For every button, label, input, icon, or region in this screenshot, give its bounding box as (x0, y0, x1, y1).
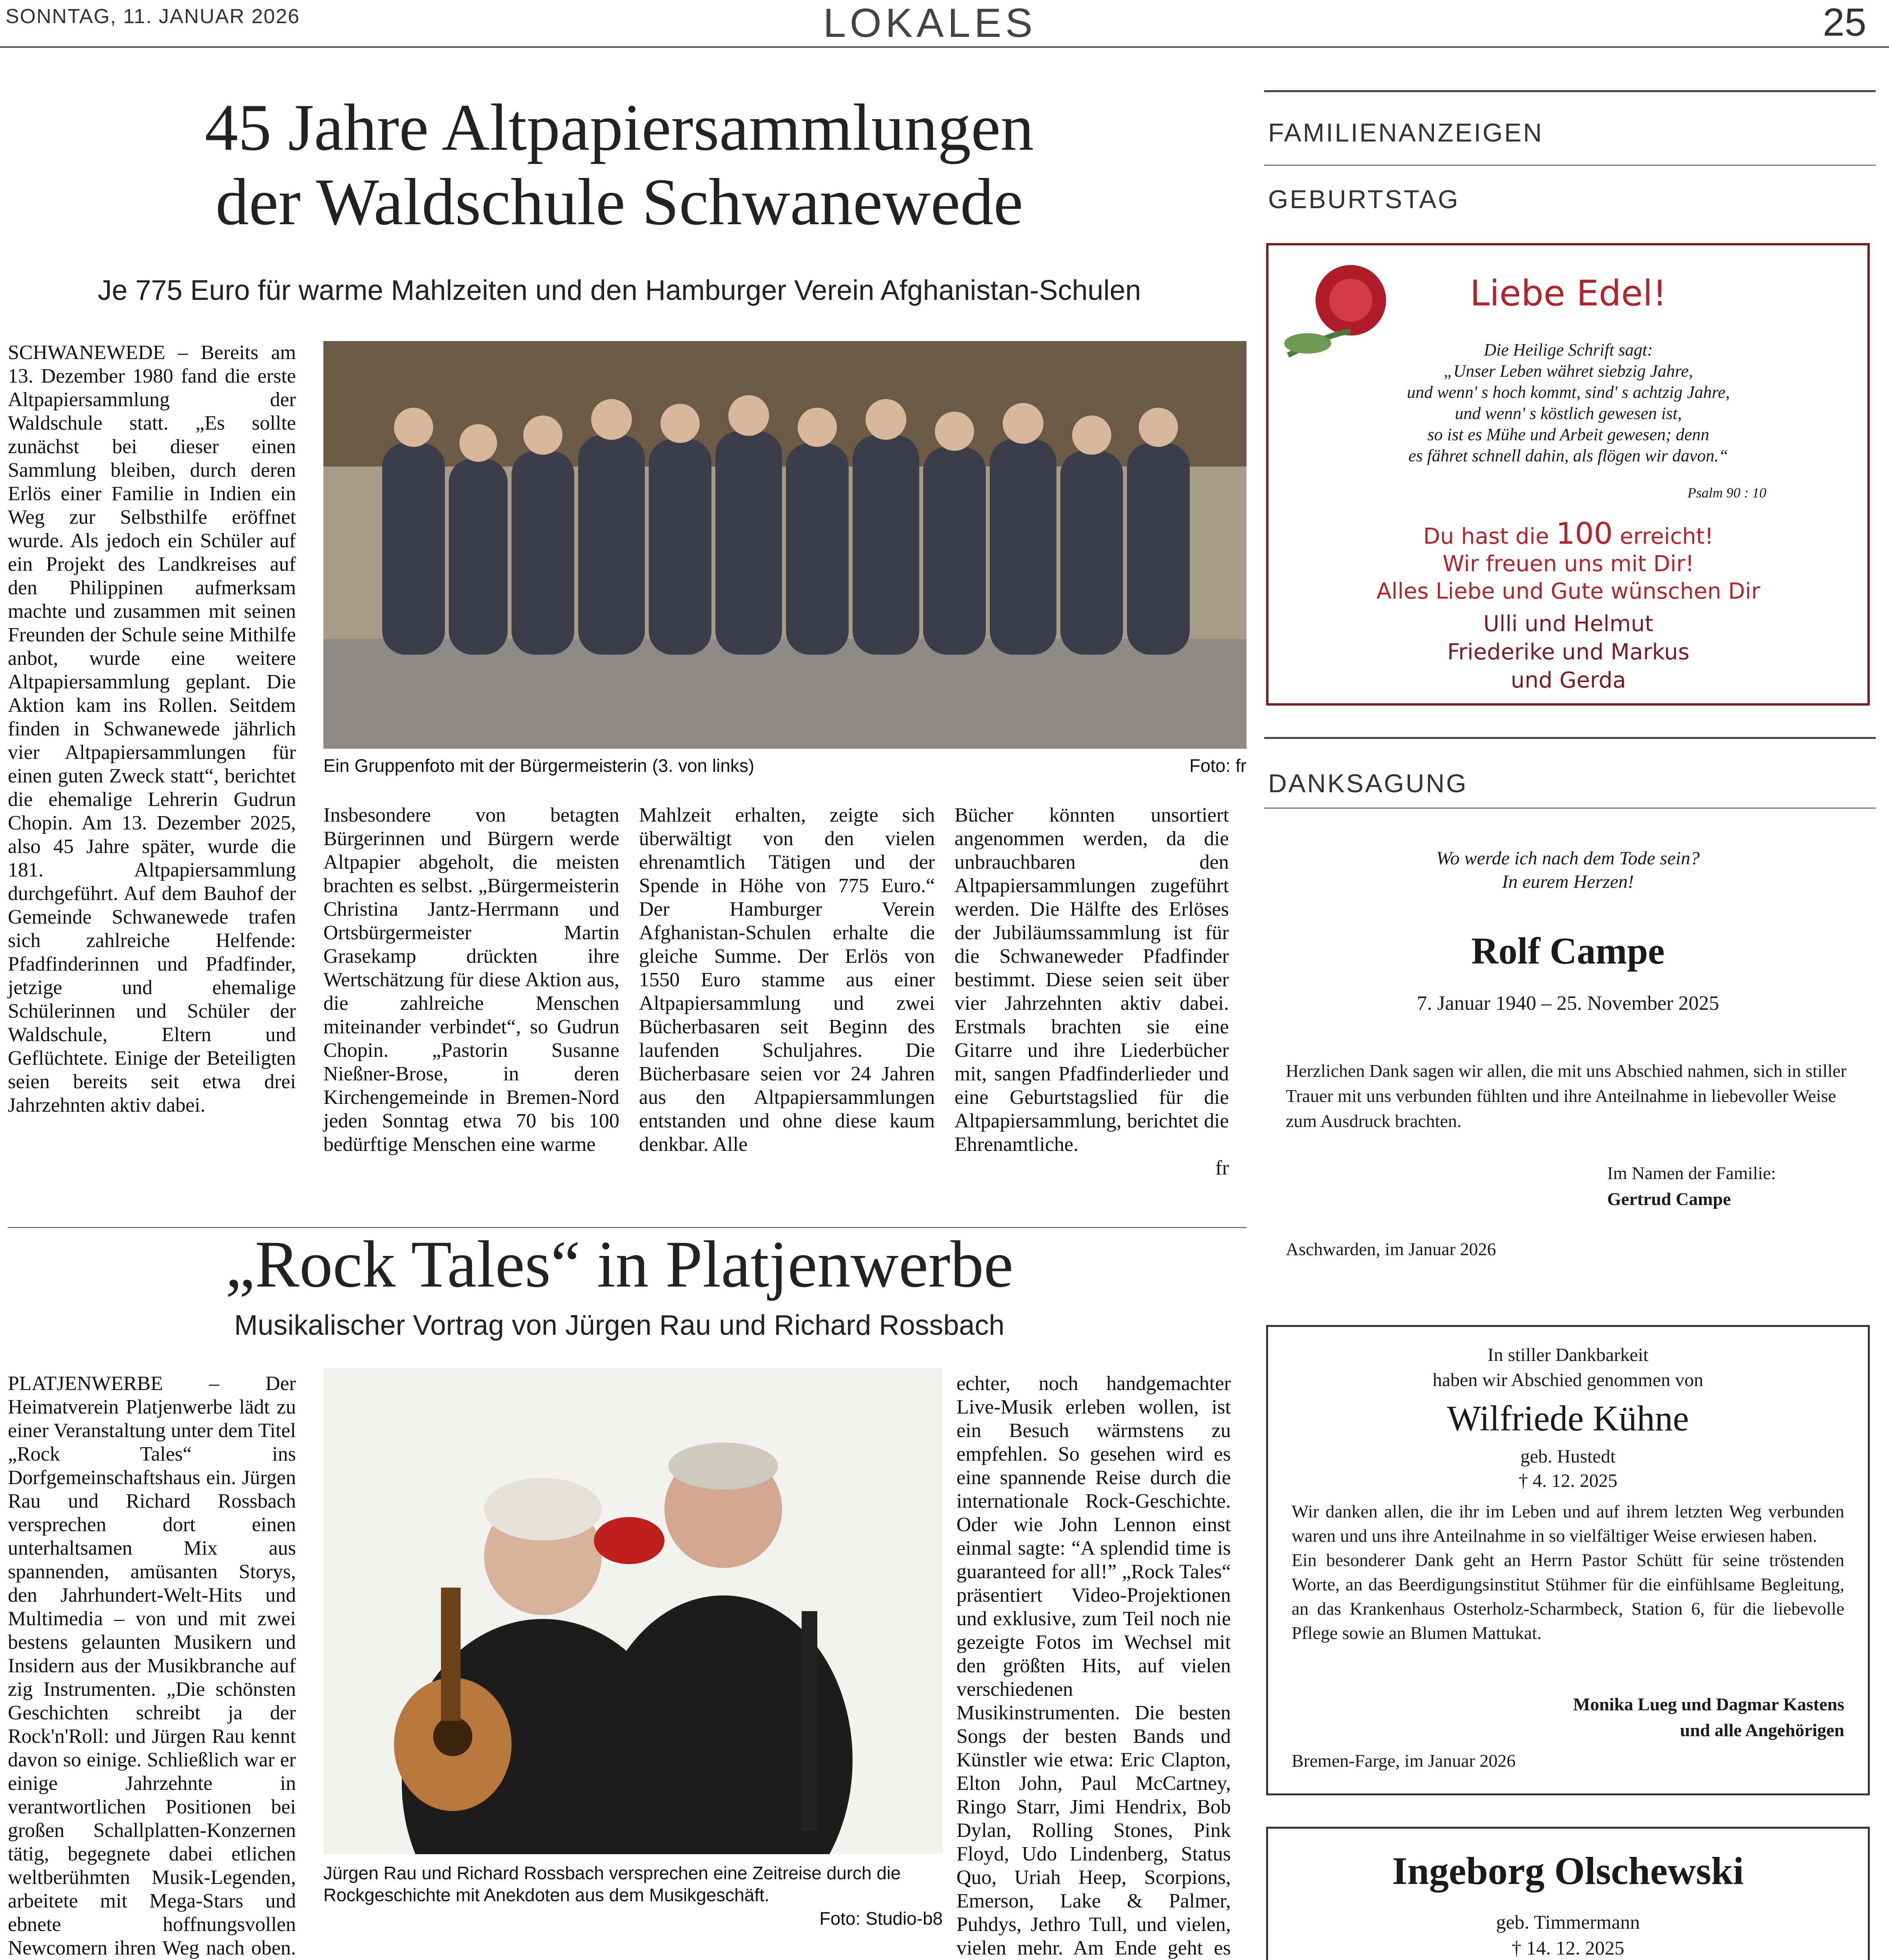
born-line: geb. Timmermann (1496, 1911, 1640, 1933)
article2-col1: PLATJENWERBE – Der Heimatverein Platjenwerbe lädt zu einer Veranstaltung unter dem Titel „Rock Tales“ ins Dorfgemeinschaftshaus ein. Jürgen Rau und Richard Rossbach versprechen dort einen unterhaltsamen Mix aus spannenden, amüsanten Storys, den Jahrhundert-Welt-Hits und Multimedia – von und mit zwei bestens gelaunten Musikern und Insidern aus der Musikbranche auf zig Instrumenten. „Die schönsten Geschichten schreibt ja der Rock'n'Roll: und Jürgen Rau kennt davon so einige. Schließlich war er einige Jahrzehnte in verantwortlichen Positionen bei großen Schallplatten-Konzernen tätig, begegnete dabei etlichen weltberühmten Musik-Legenden, arbeitete mit Mega-Stars und ebnete hoffnungsvollen Newcomern ihren Weg nach oben. (8, 1372, 296, 1959)
psalm-line: „Unser Leben währet siebzig Jahre, (1444, 361, 1693, 381)
birthday-age: 100 (1556, 516, 1613, 551)
article1-title-line1: 45 Jahre Altpapiersammlungen (205, 91, 1034, 164)
notice-wilfriede-kuehne (1266, 1325, 1870, 1795)
birthday-greeting (1268, 516, 1868, 605)
greeting-line3: Alles Liebe und Gute wünschen Dir (1376, 579, 1760, 604)
article1-author: fr (1215, 1157, 1229, 1179)
sign-line1: Monika Lueg und Dagmar Kastens (1573, 1694, 1844, 1714)
signature-line: und Gerda (1510, 668, 1626, 693)
article2-subtitle: Musikalischer Vortrag von Jürgen Rau und Richard Rossbach (234, 1310, 1005, 1341)
psalm-line: und wenn' s hoch kommt, sind' s achtzig Jahre, (1407, 383, 1730, 402)
notice1-sign (1607, 1160, 1858, 1212)
group-photo (323, 341, 1247, 749)
birthday-label: GEBURTSTAG (1268, 185, 1460, 214)
notice2-text (1292, 1499, 1844, 1645)
notice2-intro (1268, 1343, 1868, 1393)
psalm-line: und wenn' s köstlich gewesen ist, (1455, 404, 1682, 423)
thanks-rule2 (1264, 808, 1876, 809)
article1-col3: Mahlzeit erhalten, zeigte sich überwältigt von den vielen ehrenamtlich Tätigen und der Spende in Höhe von 775 Euro.“ Der Hamburger Verein Afghanistan-Schulen erhalte die gleiche Summe. Der Erlös von 1550 Euro stamme aus einer Altpapiersammlung und zwei Bücherbasaren seit Beginn des laufenden Schuljahres. Die Bücherbasare seien vor 24 Jahren aus den Altpapiersammlungen entstanden und ohne diese kaum denkbar. Alle (639, 804, 935, 1156)
notice1-dates: 7. Januar 1940 – 25. November 2025 (1417, 992, 1719, 1014)
sign-line1: Im Namen der Familie: (1607, 1163, 1776, 1183)
notice2-place: Bremen-Farge, im Januar 2026 (1292, 1751, 1516, 1771)
thanks-rule (1264, 737, 1876, 739)
motto-line2: In eurem Herzen! (1502, 871, 1634, 892)
signature-line: Ulli und Helmut (1483, 611, 1653, 637)
page-date: SONNTAG, 11. JANUAR 2026 (5, 5, 300, 28)
notice-rolf-campe (1266, 823, 1870, 1313)
article1-col4: Bücher könnten unsortiert angenommen werden, da die unbrauchbaren den Altpapiersammlungen zugeführt werden. Die Hälfte des Erlöses der Jubiläumssammlung ist für die Schwaneweder Pfadfinder bestimmt. Diese seien seit über vier Jahrzehnten aktiv dabei. Erstmals brachten sie eine Gitarre und ihre Liederbücher mit, sangen Pfadfinderlieder und eine Geburtstagslied für die Altpapiersammlung, berichtet die Ehrenamtliche. fr (954, 804, 1229, 1179)
sidebar-top-rule (1264, 90, 1876, 92)
page-number: 25 (1823, 0, 1867, 44)
birthday-notice (1266, 243, 1870, 706)
thanks-label: DANKSAGUNG (1268, 769, 1468, 798)
group-photo-image (323, 341, 1247, 749)
article1-subtitle: Je 775 Euro für warme Mahlzeiten und den Hamburger Verein Afghanistan-Schulen (98, 275, 1141, 306)
header-rule (0, 46, 1889, 48)
birthday-title: Liebe Edel! (1470, 273, 1667, 314)
notice2-dates (1268, 1445, 1868, 1493)
text-para2: Ein besonderer Dank geht an Herrn Pastor Schütt für seine tröstenden Worte, an das Beerdigungsinstitut Stühmer für die einfühlsame Begleitung, an das Krankenhaus Osterholz-Scharmbeck, Station 6, für die liebevolle Pflege sowie an Blumen Mattukat. (1292, 1550, 1844, 1643)
notice1-name: Rolf Campe (1471, 930, 1665, 972)
notice3-dates (1268, 1909, 1868, 1960)
intro-line2: haben wir Abschied genommen von (1432, 1370, 1704, 1390)
notice1-text: Herzlichen Dank sagen wir allen, die mit uns Abschied nahmen, sich in stiller Trauer mit uns verbunden fühlten und ihre Anteilnahme in liebevoller Weise zum Ausdruck brachten. (1286, 1061, 1847, 1131)
group-photo-credit: Foto: fr (1189, 755, 1247, 776)
family-rule (1264, 165, 1876, 166)
died-line: † 14. 12. 2025 (1512, 1937, 1624, 1959)
intro-line1: In stiller Dankbarkeit (1487, 1345, 1649, 1365)
birthday-signatures (1268, 610, 1868, 695)
notice2-sign (1425, 1691, 1844, 1743)
notice1-place: Aschwarden, im Januar 2026 (1286, 1239, 1496, 1259)
article1-title-line2: der Waldschule Schwanewede (215, 165, 1023, 239)
born-line: geb. Hustedt (1520, 1446, 1616, 1467)
musicians-photo-image (323, 1368, 943, 1854)
musicians-photo (323, 1368, 943, 1854)
musicians-photo-caption: Jürgen Rau und Richard Rossbach versprechen eine Zeitreise durch die Rockgeschichte mit Anekdoten aus dem Musikgeschäft. (323, 1863, 901, 1905)
greeting-line1 (1268, 516, 1868, 551)
notice3-name: Ingeborg Olschewski (1392, 1849, 1744, 1893)
family-notices-label: FAMILIENANZEIGEN (1268, 118, 1544, 147)
motto-line1: Wo werde ich nach dem Tode sein? (1436, 848, 1700, 869)
article2-title: „Rock Tales“ in Platjenwerbe (225, 1227, 1014, 1301)
greeting-prefix: Du hast die (1423, 524, 1556, 549)
birthday-psalm (1268, 339, 1868, 466)
signature-line: Friederike und Markus (1447, 639, 1689, 665)
musicians-photo-credit: Foto: Studio-b8 (819, 1908, 943, 1929)
notice2-name: Wilfriede Kühne (1447, 1398, 1689, 1438)
notice1-motto (1266, 847, 1870, 894)
greeting-suffix: erreicht! (1613, 524, 1714, 549)
section-title: LOKALES (823, 0, 1037, 46)
psalm-line: so ist es Mühe und Arbeit gewesen; denn (1427, 425, 1709, 444)
article2-col4: echter, noch handgemachter Live-Musik erleben wollen, ist ein Besuch wärmstens zu empfehlen. So gesehen wird es eine spannende Reise durch die internationale Rock-Geschichte. Oder wie John Lennon einst einmal sagte: “A splendid time is guaranteed for all!” „Rock Tales“ präsentiert Video-Projektionen und exklusive, zum Teil noch nie gezeigte Fotos im Wechsel mit den größten Hits, auf vielen verschiedenen Musikinstrumenten. Die besten Songs der besten Bands und Künstler wie etwa: Eric Clapton, Elton John, Paul McCartney, Ringo Starr, Jimi Hendrix, Bob Dylan, Rolling Stones, Pink Floyd, Udo Lindenberg, Status Quo, Uriah Heep, Scorpions, Emerson, Lake & Palmer, Puhdys, Jethro Tull, und vielen, vielen mehr. Am Ende geht es (956, 1372, 1231, 1959)
psalm-line: es fähret schnell dahin, als flögen wir davon.“ (1408, 446, 1728, 465)
article1-title (0, 90, 1239, 239)
died-line: † 4. 12. 2025 (1519, 1470, 1617, 1491)
greeting-line2: Wir freuen uns mit Dir! (1443, 551, 1694, 577)
psalm-reference: Psalm 90 : 10 (1688, 485, 1766, 501)
article1-col1: SCHWANEWEDE – Bereits am 13. Dezember 1980 fand die erste Altpapiersammlung der Waldschule statt. „Es sollte zunächst bei dieser einen Sammlung bleiben, durch deren Erlös einer Familie in Indien ein Weg zur Selbsthilfe eröffnet wurde. Als jedoch ein Schüler auf ein Projekt des Landkreises auf den Philippinen aufmerksam machte und zusammen mit seinen Freunden der Schule seine Mithilfe anbot, wurde eine weitere Altpapiersammlung geplant. Die Aktion kam ins Rollen. Seitdem finden in Schwanewede jährlich vier Altpapiersammlungen für einen guten Zweck statt“, berichtet die ehemalige Lehrerin Gudrun Chopin. Am 13. Dezember 2025, also 45 Jahre später, wurde die 181. Altpapiersammlung durchgeführt. Auf dem Bauhof der Gemeinde Schwanewede trafen sich zahlreiche Helfende: Pfadfinderinnen und Pfadfinder, jetzige und ehemalige Schülerinnen und Schüler der Waldschule, Eltern und Geflüchtete. Einige der Beteiligten seien bereits seit etwa drei Jahrzehnten aktiv dabei. (8, 341, 296, 1116)
sign-line2: Gertrud Campe (1607, 1189, 1731, 1209)
group-photo-caption: Ein Gruppenfoto mit der Bürgermeisterin (3. von links) (323, 755, 755, 776)
psalm-line: Die Heilige Schrift sagt: (1484, 340, 1653, 359)
article1-col2: Insbesondere von betagten Bürgerinnen und Bürgern werde Altpapier abgeholt, die meisten brachten es selbst. „Bürgermeisterin Christina Jantz-Herrmann und Ortsbürgermeister Martin Grasekamp drückten ihre Wertschätzung für diese Aktion aus, die zahlreiche Menschen miteinander verbindet“, so Gudrun Chopin. „Pastorin Susanne Nießner-Brose, in deren Kirchengemeinde in Bremen-Nord jeden Sonntag etwa 70 bis 100 bedürftige Menschen eine warme (323, 804, 619, 1156)
text-para1: Wir danken allen, die ihr im Leben und auf ihrem letzten Weg verbunden waren und uns ihre Anteilnahme in so vielfältiger Weise erwiesen haben. (1292, 1501, 1844, 1546)
sign-line2: und alle Angehörigen (1680, 1720, 1844, 1740)
notice-ingeborg-olschewski (1266, 1827, 1870, 1960)
